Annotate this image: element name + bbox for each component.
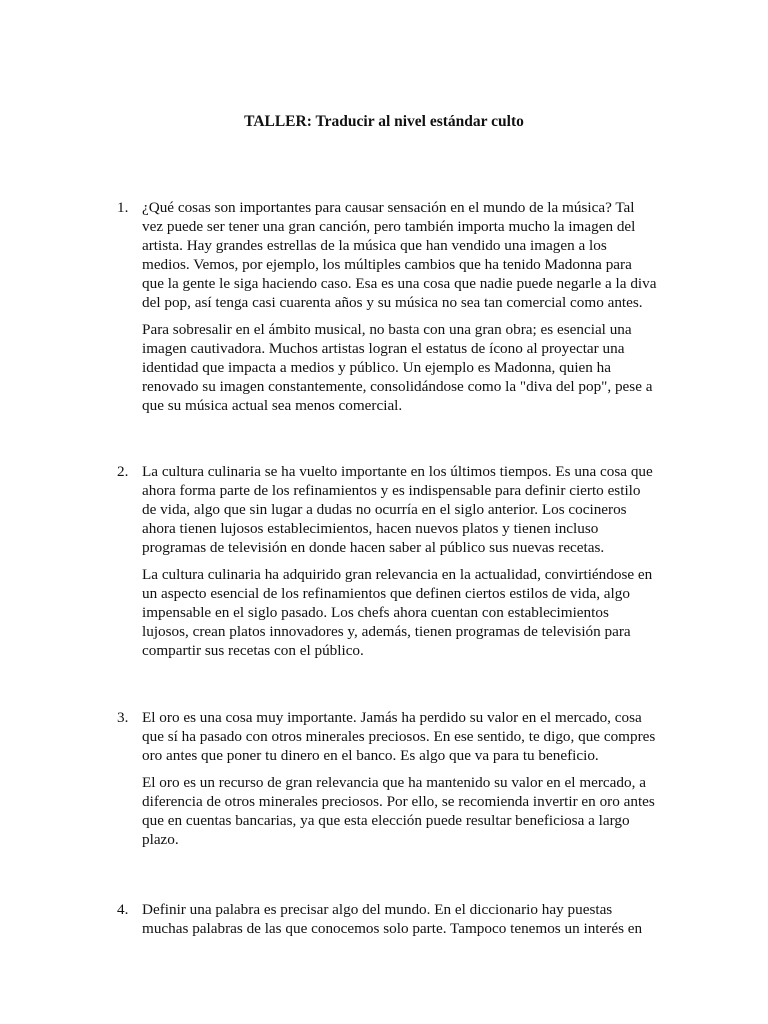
list-item-4 [117, 900, 657, 946]
translation-paragraph: El oro es un recurso de gran relevancia que ha mantenido su valor en el mercado, a diferencia de otros minerales preciosos. Por ello, se recomienda invertir en oro antes que en cuentas bancarias, ya que esta elección puede resultar beneficiosa a largo plazo. [142, 774, 655, 848]
item-number: 4. [117, 901, 129, 918]
document-title: TALLER: Traducir al nivel estándar culto [244, 113, 524, 130]
translation-paragraph: Para sobresalir en el ámbito musical, no basta con una gran obra; es esencial una imagen cautivadora. Muchos artistas logran el estatus de ícono al proyectar una identidad que impacta a medios y público. Un ejemplo es Madonna, quien ha renovado su imagen constantemente, consolidándose como la "diva del pop", pese a que su música actual sea menos comercial. [142, 321, 653, 414]
list-item-3 [117, 708, 657, 857]
list-item-1 [117, 198, 657, 423]
original-paragraph: La cultura culinaria se ha vuelto importante en los últimos tiempos. Es una cosa que ahora forma parte de los refinamientos y es indispensable para definir cierto estilo de vida, algo que sin lugar a dudas no ocurría en el siglo anterior. Los cocineros ahora tienen lujosos establecimientos, hacen nuevos platos y tienen incluso programas de televisión en donde hacen saber al público sus nuevas recetas. [142, 463, 653, 556]
list-item-2 [117, 462, 657, 668]
item-number: 1. [117, 199, 129, 216]
translation-paragraph: La cultura culinaria ha adquirido gran relevancia en la actualidad, convirtiéndose en un aspecto esencial de los refinamientos que definen ciertos estilos de vida, algo impensable en el siglo pasado. Los chefs ahora cuentan con establecimientos lujosos, crean platos innovadores y, además, tienen programas de televisión para compartir sus recetas con el público. [142, 566, 653, 659]
original-paragraph: ¿Qué cosas son importantes para causar sensación en el mundo de la música? Tal vez puede ser tener una gran canción, pero también importa mucho la imagen del artista. Hay grandes estrellas de la música que han vendido una imagen a los medios. Vemos, por ejemplo, los múltiples cambios que ha tenido Madonna para que la gente le siga haciendo caso. Esa es una cosa que nadie puede negarle a la diva del pop, así tenga casi cuarenta años y su música no sea tan comercial como antes. [142, 199, 657, 311]
item-number: 3. [117, 709, 129, 726]
item-number: 2. [117, 463, 129, 480]
original-paragraph: El oro es una cosa muy importante. Jamás ha perdido su valor en el mercado, cosa que sí ha pasado con otros minerales preciosos. En ese sentido, te digo, que compres oro antes que poner tu dinero en el banco. Es algo que va para tu beneficio. [142, 709, 656, 764]
original-paragraph: Definir una palabra es precisar algo del mundo. En el diccionario hay puestas muchas palabras de las que conocemos solo parte. Tampoco tenemos un interés en [142, 901, 643, 937]
